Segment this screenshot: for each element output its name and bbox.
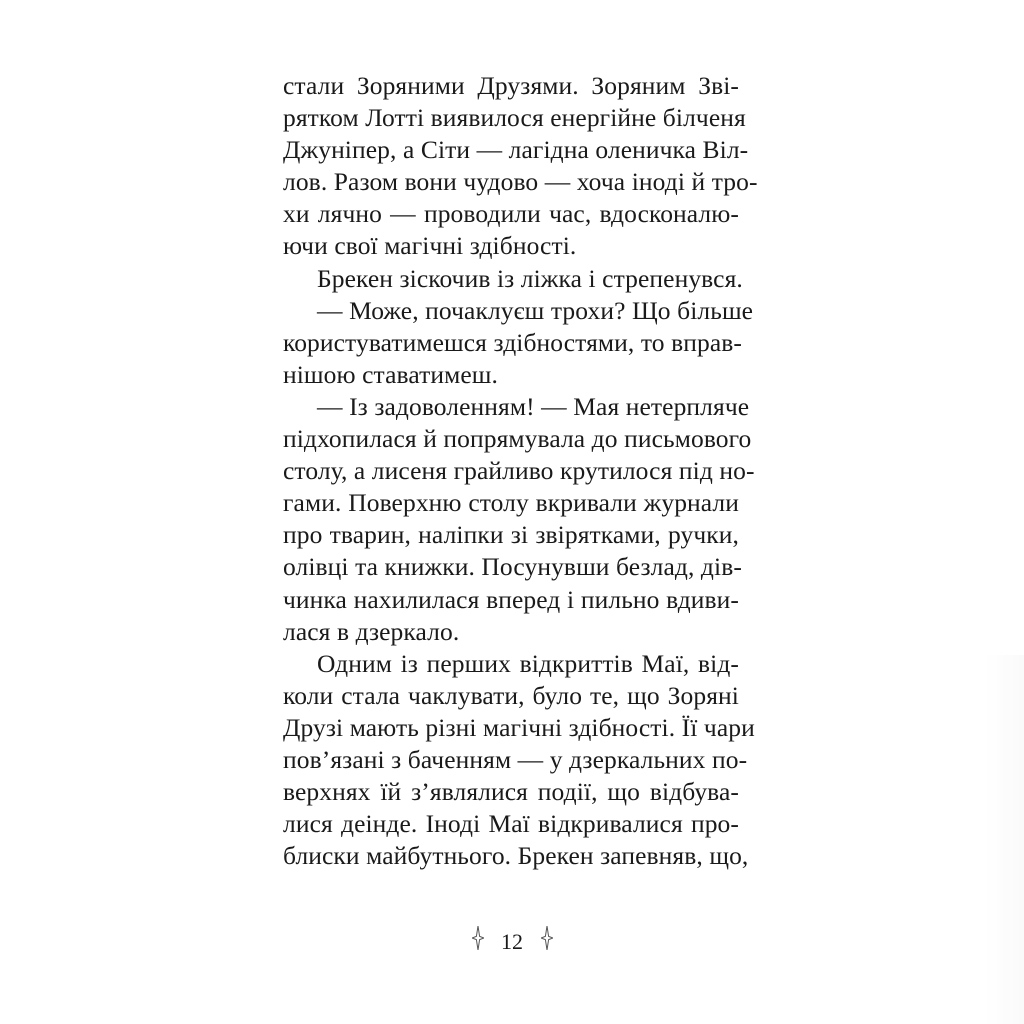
- page-edge-shade: [984, 655, 1024, 1024]
- four-point-star-icon: [472, 926, 484, 958]
- text-line: — Із задоволенням! — Мая нетерпляче: [317, 391, 750, 421]
- text-line: олівці та книжки. Посунувши безлад, дів-: [283, 552, 742, 582]
- four-point-star-icon: [541, 926, 553, 958]
- text-line: хи лячно — проводили час, вдосконалю-: [283, 199, 739, 229]
- text-line: лася в дзеркало.: [283, 616, 460, 646]
- text-line: чинка нахилилася вперед і пильно вдиви-: [283, 584, 739, 614]
- text-line: лов. Разом вони чудово — хоча іноді й тро-: [283, 167, 758, 197]
- text-line: ючи свої магічні здібності.: [283, 231, 577, 261]
- text-line: верхнях їй з’являлися події, що відбува-: [283, 777, 739, 807]
- text-line: підхопилася й попрямувала до письмового: [283, 424, 752, 454]
- text-line: про тварин, наліпки зі звірятками, ручки,: [283, 520, 739, 550]
- text-line: столу, а лисеня грайливо крутилося під но-: [283, 456, 755, 486]
- text-line: Брекен зіскочив із ліжка і стрепенувся.: [317, 263, 743, 293]
- page-body-text: [283, 70, 758, 872]
- text-line: коли стала чаклувати, було те, що Зоряні: [283, 680, 739, 710]
- page-number: 12: [501, 928, 523, 954]
- text-line: лися деінде. Іноді Маї відкривалися про-: [283, 809, 739, 839]
- text-line: нішою ставатимеш.: [283, 359, 498, 389]
- text-line: — Може, почаклуєш трохи? Що більше: [317, 295, 754, 325]
- text-line: стали Зоряними Друзями. Зоряним Зві-: [283, 71, 739, 100]
- page-footer: [0, 925, 1024, 958]
- text-line: пов’язані з баченням — у дзеркальних по-: [283, 744, 748, 774]
- text-line: блиски майбутнього. Брекен запевняв, що,: [283, 841, 749, 871]
- text-line: Одним із перших відкриттів Маї, від-: [317, 648, 739, 678]
- text-line: користуватимешся здібностями, то вправ-: [283, 327, 742, 357]
- text-line: рятком Лотті виявилося енергійне білченя: [283, 103, 746, 133]
- text-line: гами. Поверхню столу вкривали журнали: [283, 488, 739, 518]
- text-line: Джуніпер, а Сіти — лагідна оленичка Віл-: [283, 135, 749, 165]
- text-line: Друзі мають різні магічні здібності. Її чари: [283, 712, 755, 742]
